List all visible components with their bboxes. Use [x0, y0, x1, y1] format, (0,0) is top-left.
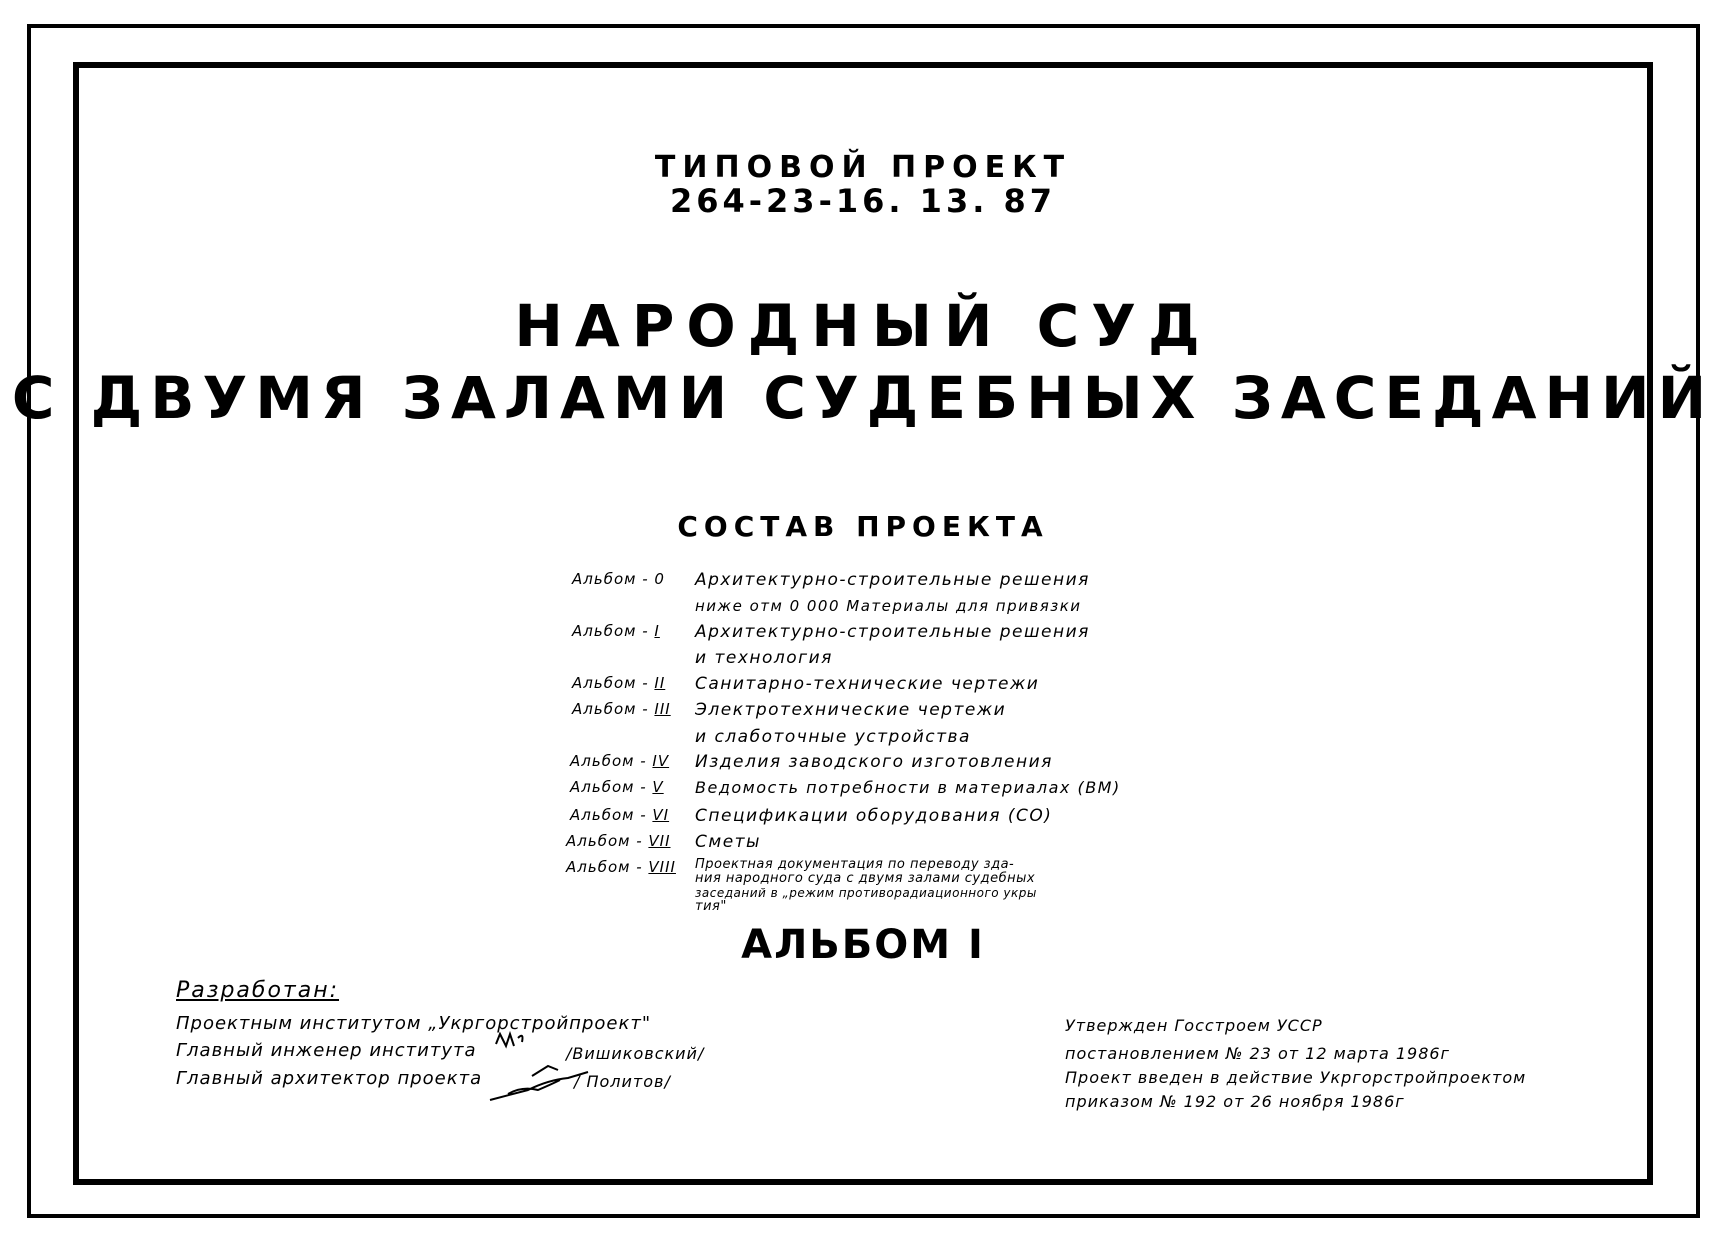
album-description: Изделия заводского изготовления	[695, 752, 1053, 772]
project-type-label: ТИПОВОЙ ПРОЕКТ	[654, 150, 1072, 185]
album-description: Спецификации оборудования (СО)	[695, 806, 1053, 826]
album-description: Архитектурно-строительные решения	[695, 622, 1090, 642]
chief-engineer-name: /Вишиковский/	[566, 1044, 705, 1063]
album-description: Архитектурно-строительные решения	[695, 570, 1090, 590]
album-label: Альбом - VIII	[566, 858, 676, 876]
album-description: и технология	[695, 648, 833, 668]
main-title-line1: НАРОДНЫЙ СУД	[514, 292, 1212, 360]
album-description: и слаботочные устройства	[695, 727, 971, 747]
chief-architect-name: / Политов/	[574, 1072, 671, 1091]
album-description: Ведомость потребности в материалах (ВМ)	[695, 778, 1121, 797]
album-label: Альбом - I	[572, 622, 660, 640]
approved-line: Утвержден Госстроем УССР	[1065, 1016, 1323, 1035]
album-label: Альбом - III	[572, 700, 671, 718]
album-label: Альбом - VII	[566, 832, 671, 850]
album-description: ниже отм 0 000 Материалы для привязки	[695, 597, 1082, 615]
approved-line: постановлением № 23 от 12 марта 1986г	[1065, 1044, 1450, 1063]
chief-architect-role: Главный архитектор проекта	[176, 1068, 483, 1089]
album-description: заседаний в „режим противорадиационного укры	[695, 886, 1037, 900]
signatures	[488, 1028, 598, 1108]
developer-institute: Проектным институтом „Укргорстройпроект"	[176, 1013, 652, 1034]
developed-heading: Разработан:	[176, 978, 340, 1003]
album-label: Альбом - VI	[570, 806, 670, 824]
main-title-line2: С ДВУМЯ ЗАЛАМИ СУДЕБНЫХ ЗАСЕДАНИЙ	[11, 364, 1715, 432]
album-description: Санитарно-технические чертежи	[695, 674, 1040, 694]
album-description: тия"	[695, 899, 727, 914]
album-label: Альбом - V	[570, 778, 664, 796]
album-label: Альбом - II	[572, 674, 666, 692]
album-description: ния народного суда с двумя залами судебных	[695, 871, 1036, 886]
approved-line: Проект введен в действие Укргорстройпроектом	[1065, 1068, 1527, 1087]
album-description: Проектная документация по переводу зда-	[695, 857, 1015, 872]
album-description: Сметы	[695, 832, 761, 852]
project-number: 264-23-16. 13. 87	[669, 182, 1057, 220]
album-label: Альбом - 0	[572, 570, 665, 588]
album-label: Альбом - IV	[570, 752, 670, 770]
album-title: АЛЬБОМ I	[741, 922, 985, 968]
composition-heading: СОСТАВ ПРОЕКТА	[677, 510, 1049, 543]
album-description: Электротехнические чертежи	[695, 700, 1007, 720]
chief-engineer-role: Главный инженер института	[176, 1040, 477, 1061]
approved-line: приказом № 192 от 26 ноября 1986г	[1065, 1092, 1405, 1111]
